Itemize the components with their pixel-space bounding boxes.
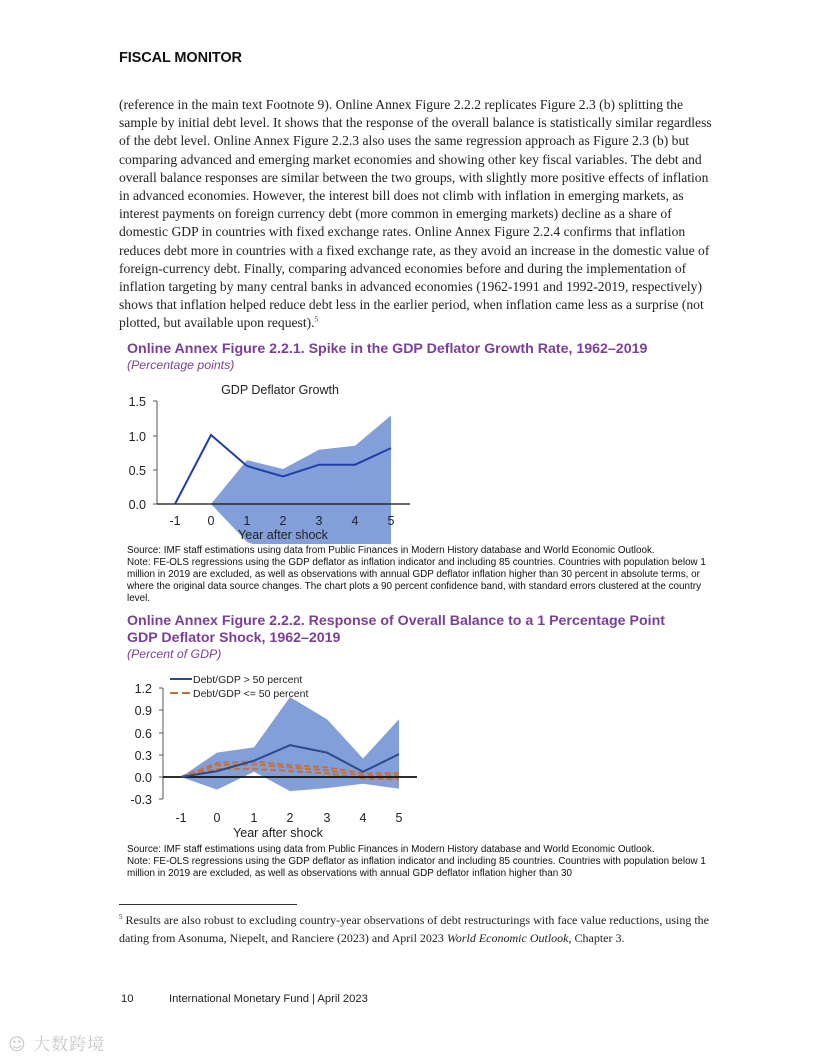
svg-text:Debt/GDP > 50 percent: Debt/GDP > 50 percent xyxy=(193,674,303,686)
svg-text:Debt/GDP <= 50 percent: Debt/GDP <= 50 percent xyxy=(193,688,309,700)
svg-text:1: 1 xyxy=(243,514,251,528)
figure2-subtitle: (Percent of GDP) xyxy=(127,647,222,661)
figure1-notes xyxy=(127,545,707,605)
figure1-title: Online Annex Figure 2.2.1. Spike in the GDP Deflator Growth Rate, 1962–2019 xyxy=(127,341,648,357)
svg-text:0.6: 0.6 xyxy=(134,727,152,741)
svg-text:-1: -1 xyxy=(169,514,181,528)
watermark xyxy=(8,1030,105,1055)
chart2-x-labels xyxy=(175,811,402,825)
svg-text:2: 2 xyxy=(286,811,294,825)
svg-text:0.3: 0.3 xyxy=(134,749,152,763)
chart1-title: GDP Deflator Growth xyxy=(221,383,339,397)
figure2-title-line1: Online Annex Figure 2.2.2. Response of Overall Balance to a 1 Percentage Point xyxy=(127,613,665,629)
chart2-y-labels xyxy=(130,682,152,807)
chart1-confidence-band xyxy=(211,415,391,544)
svg-text:5: 5 xyxy=(395,811,403,825)
svg-text:1.2: 1.2 xyxy=(134,682,152,696)
svg-text:0.9: 0.9 xyxy=(134,704,152,718)
chart2-y-ticks xyxy=(159,688,163,799)
chart1-y-labels xyxy=(129,395,146,512)
svg-text:1.5: 1.5 xyxy=(128,395,146,409)
body-paragraph xyxy=(119,96,719,333)
footnote-text-end: , Chapter 3. xyxy=(568,930,625,945)
figure1-chart xyxy=(120,378,420,544)
figure1-note: Note: FE-OLS regressions using the GDP deflator as inflation indicator and including 85 countries. Countries with population below 1 million in 2019 are excluded, as well as observations with annual GDP deflator inflation higher than 30 percent in absolute terms, or where the original data source changes. The chart plots a 90 percent confidence band, with standard errors clustered at the country level. xyxy=(127,557,706,604)
svg-text:3: 3 xyxy=(323,811,331,825)
chart1-x-axis-label: Year after shock xyxy=(238,528,328,542)
chart2-legend xyxy=(170,674,308,700)
figure1-source: Source: IMF staff estimations using data from Public Finances in Modern History database and World Economic Outlook. xyxy=(127,545,655,556)
page-number: 10 xyxy=(121,993,134,1005)
footnote-ref[interactable]: 5 xyxy=(314,315,319,324)
chart2-x-axis-label: Year after shock xyxy=(233,826,323,840)
svg-text:3: 3 xyxy=(315,514,323,528)
svg-text:-1: -1 xyxy=(175,811,187,825)
svg-text:0.5: 0.5 xyxy=(128,464,146,478)
svg-text:0.0: 0.0 xyxy=(134,771,152,785)
watermark-logo-icon: ☺ xyxy=(8,1035,27,1055)
footer-publisher: International Monetary Fund | April 2023 xyxy=(169,993,368,1005)
svg-text:1: 1 xyxy=(250,811,258,825)
svg-text:4: 4 xyxy=(359,811,367,825)
figure2-source: Source: IMF staff estimations using data from Public Finances in Modern History database and World Economic Outlook. xyxy=(127,844,655,855)
paragraph-text: (reference in the main text Footnote 9). Online Annex Figure 2.2.2 replicates Figure 2.3 (b) splitting the sample by initial debt level. It shows that the response of the overall balance is statistically similar regardless of the debt level. Online Annex Figure 2.2.3 also uses the same regression approach as Figure 2.3 (b) but comparing advanced and emerging market economies and showing other key fiscal variables. The debt and overall balance responses are similar between the two groups, with slightly more positive effects of inflation in advanced economies. However, the interest bill does not climb with inflation in emerging markets, as interest payments on foreign currency debt (more common in emerging markets) decline as a share of domestic GDP in countries with fixed exchange rates. Online Annex Figure 2.2.4 confirms that inflation reduces debt more in countries with a fixed exchange rate, as they avoid an increase in the domestic value of foreign-currency debt. Finally, comparing advanced economies before and during the implementation of inflation targeting by many central banks in advanced economies (1962-1991 and 1992-2019, respectively) shows that inflation helped reduce debt less in the earlier period, when inflation came less as a surprise (not plotted, but available upon request). xyxy=(119,97,712,331)
figure1-subtitle: (Percentage points) xyxy=(127,358,235,372)
svg-text:4: 4 xyxy=(351,514,359,528)
chart1-y-ticks xyxy=(153,401,157,504)
svg-text:1.0: 1.0 xyxy=(128,430,146,444)
figure2-note: Note: FE-OLS regressions using the GDP deflator as inflation indicator and including 85 countries. Countries with population below 1 million in 2019 are excluded, as well as observations with annual GDP deflator inflation higher than 30 xyxy=(127,856,706,879)
figure2-notes xyxy=(127,844,707,880)
svg-text:0: 0 xyxy=(207,514,215,528)
running-header: FISCAL MONITOR xyxy=(119,50,242,66)
figure2-title xyxy=(127,613,665,647)
footnote-divider xyxy=(119,904,297,905)
svg-text:-0.3: -0.3 xyxy=(130,793,152,807)
svg-text:5: 5 xyxy=(387,514,395,528)
figure2-chart xyxy=(120,666,420,844)
footnote-number: 5 xyxy=(119,913,123,921)
footnote-5 xyxy=(119,912,719,947)
watermark-text: 大数跨境 xyxy=(33,1035,106,1055)
svg-text:0.0: 0.0 xyxy=(128,498,146,512)
figure2-title-line2: GDP Deflator Shock, 1962–2019 xyxy=(127,630,341,646)
footnote-text: Results are also robust to excluding country-year observations of debt restructurings with face value reductions, using the dating from Asonuma, Niepelt, and Ranciere (2023) and April 2023 xyxy=(119,913,710,945)
svg-text:0: 0 xyxy=(213,811,221,825)
footnote-italic-title: World Economic Outlook xyxy=(446,930,569,945)
svg-text:2: 2 xyxy=(279,514,287,528)
